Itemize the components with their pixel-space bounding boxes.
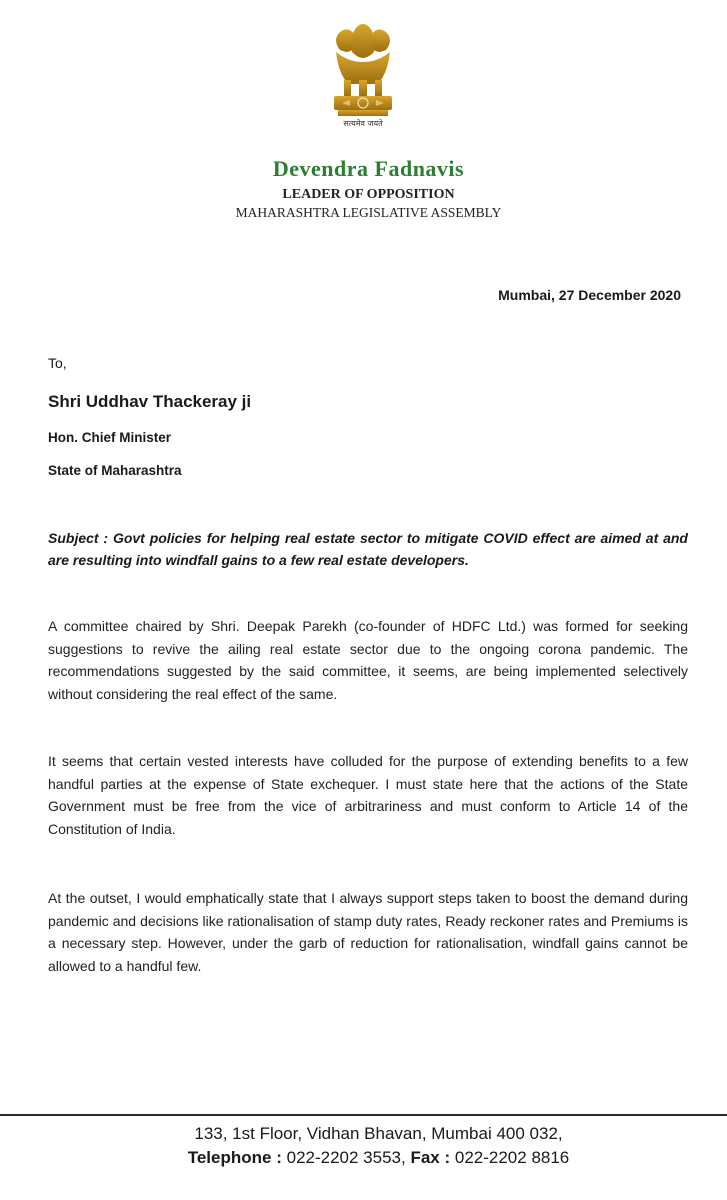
recipient-name: Shri Uddhav Thackeray ji	[48, 392, 252, 411]
salutation: To,	[48, 355, 67, 371]
footer-contact	[0, 1124, 727, 1168]
recipient-designation: Hon. Chief Minister	[48, 430, 172, 445]
fax-label: Fax :	[410, 1148, 451, 1167]
footer-phone-fax	[30, 1148, 727, 1168]
emblem-motto: सत्यमेव जयते	[343, 119, 383, 128]
letter-date: Mumbai, 27 December 2020	[498, 287, 681, 303]
fax-number: 022-2202 8816	[454, 1148, 570, 1167]
telephone-label: Telephone :	[187, 1148, 282, 1167]
body-paragraph-2: It seems that certain vested interests have colluded for the purpose of extending benefits to a few handful parties at the expense of State exchequer. I must state here that the actions of the State Government must be free from the vice of arbitrariness and must conform to Article 14 of the Constitution of India.	[48, 753, 688, 837]
telephone-number: 022-2202 3553,	[286, 1148, 406, 1167]
body-paragraph-3: At the outset, I would emphatically state that I always support steps taken to boost the demand during pandemic and decisions like rationalisation of stamp duty rates, Ready reckoner rates and Premiums is a necessary step. However, under the garb of reduction for rationalisation, windfall gains cannot be allowed to a handful few.	[48, 890, 688, 974]
footer-address: 133, 1st Floor, Vidhan Bhavan, Mumbai 400 032,	[194, 1124, 563, 1143]
letterhead	[0, 156, 727, 221]
letter-subject: Subject : Govt policies for helping real estate sector to mitigate COVID effect are aimed at and are resulting into windfall gains to a few real estate developers.	[48, 530, 688, 568]
sender-organization: MAHARASHTRA LEGISLATIVE ASSEMBLY	[235, 205, 502, 220]
sender-name: Devendra Fadnavis	[272, 156, 465, 181]
recipient-state: State of Maharashtra	[48, 463, 182, 478]
sender-title: LEADER OF OPPOSITION	[282, 187, 455, 202]
body-paragraph-1: A committee chaired by Shri. Deepak Parekh (co-founder of HDFC Ltd.) was formed for seeking suggestions to revive the ailing real estate sector due to the ongoing corona pandemic. The recommendations suggested by the said committee, it seems, are being implemented selectively without considering the real effect of the same.	[48, 618, 688, 702]
footer-divider	[0, 1114, 727, 1116]
